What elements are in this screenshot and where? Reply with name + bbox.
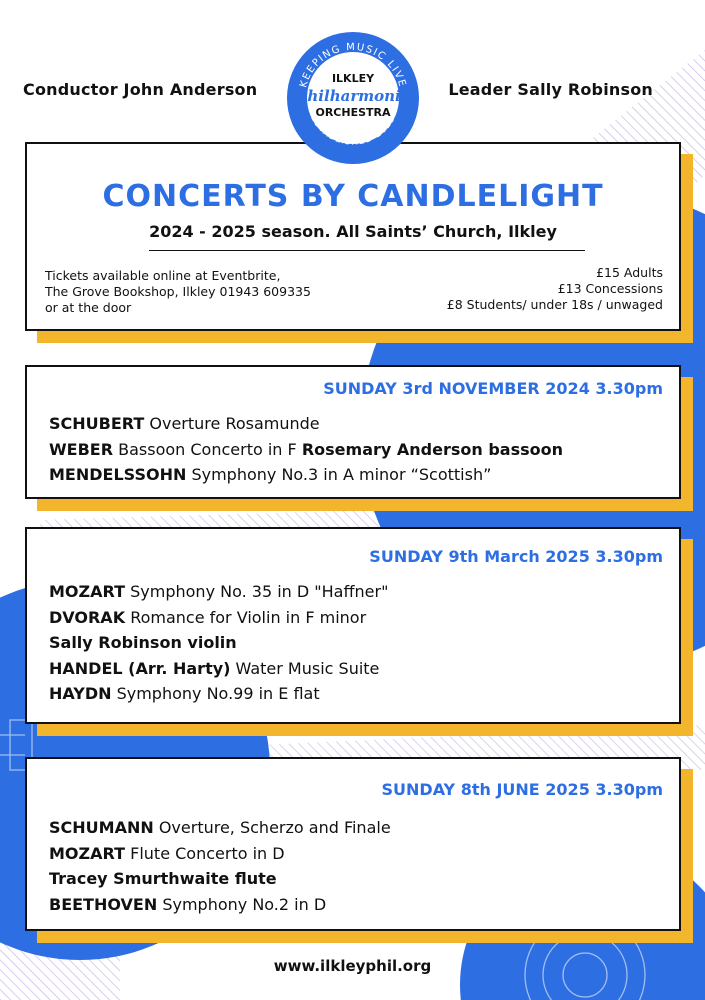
programme-item bbox=[49, 656, 388, 682]
work: Overture Rosamunde bbox=[149, 414, 320, 433]
logo-line-philharmonic: Philharmonic bbox=[296, 87, 410, 105]
season-subtitle: 2024 - 2025 season. All Saints’ Church, Ilkley bbox=[149, 222, 557, 241]
programme-item bbox=[49, 462, 563, 488]
programme-item bbox=[49, 815, 391, 841]
intro-card bbox=[25, 142, 681, 331]
programme-item bbox=[49, 605, 388, 631]
ticket-info bbox=[45, 268, 311, 316]
programme-item bbox=[49, 681, 388, 707]
programme-list bbox=[49, 579, 388, 707]
performer: Sally Robinson violin bbox=[49, 633, 237, 652]
composer: BEETHOVEN bbox=[49, 894, 158, 914]
composer: MENDELSSOHN bbox=[49, 465, 187, 484]
composer: MOZART bbox=[49, 582, 126, 601]
composer: DVORAK bbox=[49, 607, 126, 627]
performer: Rosemary Anderson bassoon bbox=[301, 439, 563, 459]
price-line: £15 Adults bbox=[596, 265, 663, 280]
logo-ring-bottom: ESTABLISHED 2023 bbox=[308, 113, 398, 148]
work: Symphony No. 35 in D "Haffner" bbox=[130, 582, 389, 601]
work: Flute Concerto in D bbox=[130, 843, 285, 863]
page-title: CONCERTS BY CANDLELIGHT bbox=[102, 179, 604, 214]
composer: WEBER bbox=[49, 439, 114, 459]
concert-date: SUNDAY 8th JUNE 2025 3.30pm bbox=[381, 780, 663, 799]
price-line: £8 Students/ under 18s / unwaged bbox=[446, 297, 663, 312]
programme-item bbox=[49, 579, 388, 605]
work: Symphony No.99 in E flat bbox=[116, 684, 320, 703]
logo-line-orchestra: ORCHESTRA bbox=[315, 106, 391, 119]
price-line: £13 Concessions bbox=[557, 281, 663, 296]
programme-item bbox=[49, 866, 391, 892]
concert-card-march bbox=[25, 527, 681, 724]
programme-item bbox=[49, 411, 563, 437]
website-link[interactable]: www.ilkleyphil.org bbox=[273, 957, 432, 975]
work: Symphony No.3 in A minor “Scottish” bbox=[191, 465, 492, 484]
logo-line-ilkley: ILKLEY bbox=[331, 72, 375, 85]
programme-list bbox=[49, 411, 563, 488]
leader-credit: Leader Sally Robinson bbox=[448, 80, 653, 99]
programme-item bbox=[49, 892, 391, 918]
composer: HANDEL (Arr. Harty) bbox=[49, 658, 231, 678]
programme-item bbox=[49, 841, 391, 867]
concert-date: SUNDAY 3rd NOVEMBER 2024 3.30pm bbox=[323, 379, 663, 398]
ticket-line: Tickets available online at Eventbrite, bbox=[45, 268, 281, 283]
work: Bassoon Concerto in F bbox=[118, 439, 297, 459]
composer: SCHUBERT bbox=[49, 414, 145, 433]
programme-item bbox=[49, 437, 563, 463]
orchestra-logo bbox=[283, 28, 423, 168]
composer: HAYDN bbox=[49, 684, 112, 703]
ticket-line: The Grove Bookshop, Ilkley 01943 609335 bbox=[45, 284, 311, 299]
programme-list bbox=[49, 815, 391, 917]
composer: SCHUMANN bbox=[49, 818, 154, 837]
concert-card-november bbox=[25, 365, 681, 499]
divider bbox=[149, 250, 585, 251]
work: Romance for Violin in F minor bbox=[130, 607, 367, 627]
concert-card-june bbox=[25, 757, 681, 931]
ticket-line: or at the door bbox=[45, 300, 132, 315]
price-list bbox=[447, 265, 663, 313]
work: Symphony No.2 in D bbox=[162, 894, 327, 914]
composer: MOZART bbox=[49, 843, 126, 863]
logo-ring-top: KEEPING MUSIC LIVE bbox=[298, 41, 408, 90]
concert-date: SUNDAY 9th March 2025 3.30pm bbox=[369, 547, 663, 566]
programme-item bbox=[49, 630, 388, 656]
work: Overture, Scherzo and Finale bbox=[158, 818, 391, 837]
conductor-credit: Conductor John Anderson bbox=[23, 80, 258, 99]
work: Water Music Suite bbox=[235, 658, 380, 678]
performer: Tracey Smurthwaite flute bbox=[49, 869, 277, 888]
